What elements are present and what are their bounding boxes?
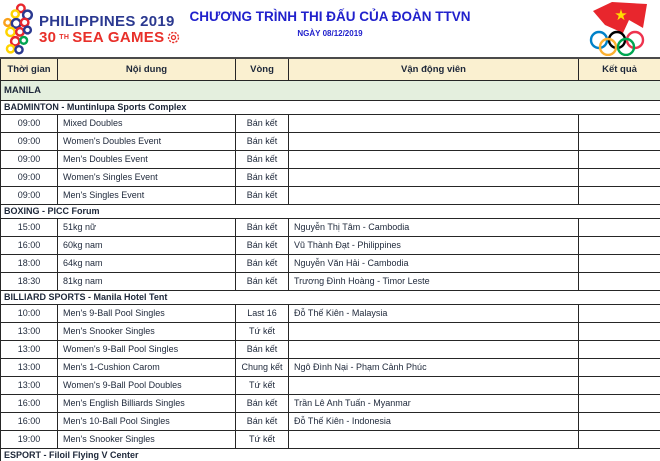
cell-round: Tứ kết: [236, 430, 289, 448]
cell-event: Men's English Billiards Singles: [58, 394, 236, 412]
cell-round: Bán kết: [236, 132, 289, 150]
cell-round: Chung kết: [236, 358, 289, 376]
cell-athletes: [289, 340, 579, 358]
table-row: [1, 218, 660, 236]
olympic-rings-icon: [591, 32, 643, 55]
cell-result: [579, 358, 660, 376]
cell-round: Bán kết: [236, 218, 289, 236]
table-row: [1, 394, 660, 412]
cell-result: [579, 132, 660, 150]
table-row: [1, 412, 660, 430]
cell-time: 18:30: [1, 272, 58, 290]
cell-result: [579, 304, 660, 322]
table-row: [1, 304, 660, 322]
table-header-row: [1, 58, 660, 80]
col-header-round: Vòng: [236, 58, 289, 80]
cell-time: 09:00: [1, 168, 58, 186]
cell-time: 10:00: [1, 304, 58, 322]
section-title: BOXING - PICC Forum: [1, 204, 660, 218]
table-row: [1, 114, 660, 132]
table-row: [1, 168, 660, 186]
section-title: BILLIARD SPORTS - Manila Hotel Tent: [1, 290, 660, 304]
section-header-row: [1, 100, 660, 114]
logo-line1: PHILIPPINES 2019: [39, 13, 175, 31]
section-header-row: [1, 290, 660, 304]
cell-round: Bán kết: [236, 114, 289, 132]
cell-time: 09:00: [1, 150, 58, 168]
cell-athletes: Vũ Thành Đạt - Philippines: [289, 236, 579, 254]
cell-event: Men's 10-Ball Pool Singles: [58, 412, 236, 430]
cell-round: Tứ kết: [236, 322, 289, 340]
table-row: [1, 186, 660, 204]
page-date: NGÀY 08/12/2019: [297, 29, 363, 38]
cell-athletes: Trần Lê Anh Tuấn - Myanmar: [289, 394, 579, 412]
cell-athletes: [289, 322, 579, 340]
section-title: ESPORT - Filoil Flying V Center: [1, 448, 660, 461]
col-header-event: Nội dung: [58, 58, 236, 80]
cell-time: 15:00: [1, 218, 58, 236]
cell-round: Bán kết: [236, 254, 289, 272]
cell-event: 60kg nam: [58, 236, 236, 254]
section-header-row: [1, 204, 660, 218]
cell-event: 81kg nam: [58, 272, 236, 290]
table-row: [1, 236, 660, 254]
cell-event: Women's Doubles Event: [58, 132, 236, 150]
table-row: [1, 376, 660, 394]
cell-athletes: Nguyễn Thị Tâm - Cambodia: [289, 218, 579, 236]
table-row: [1, 340, 660, 358]
cell-event: Men's Singles Event: [58, 186, 236, 204]
cell-event: Women's Singles Event: [58, 168, 236, 186]
cell-athletes: [289, 150, 579, 168]
title-block: [150, 9, 510, 38]
cell-round: Bán kết: [236, 236, 289, 254]
cell-time: 18:00: [1, 254, 58, 272]
sea-games-rings-icon: [3, 3, 35, 57]
cell-round: Bán kết: [236, 186, 289, 204]
cell-round: Bán kết: [236, 412, 289, 430]
logo-line2-sup: TH: [59, 34, 70, 42]
section-header-row: [1, 448, 660, 461]
cell-result: [579, 254, 660, 272]
cell-result: [579, 340, 660, 358]
col-header-athletes: Vận động viên: [289, 58, 579, 80]
cell-event: 64kg nam: [58, 254, 236, 272]
cell-athletes: [289, 132, 579, 150]
cell-athletes: Đỗ Thế Kiên - Malaysia: [289, 304, 579, 322]
col-header-time: Thời gian: [1, 58, 58, 80]
logo-line2-rest: SEA GAMES: [72, 29, 165, 46]
cell-athletes: [289, 376, 579, 394]
cell-result: [579, 236, 660, 254]
table-row: [1, 150, 660, 168]
cell-athletes: [289, 114, 579, 132]
cell-result: [579, 272, 660, 290]
cell-time: 09:00: [1, 132, 58, 150]
cell-round: Last 16: [236, 304, 289, 322]
cell-event: Men's 1-Cushion Carom: [58, 358, 236, 376]
cell-event: Women's 9-Ball Pool Singles: [58, 340, 236, 358]
table-row: [1, 430, 660, 448]
cell-result: [579, 186, 660, 204]
cell-time: 09:00: [1, 186, 58, 204]
cell-event: Men's Snooker Singles: [58, 430, 236, 448]
cell-result: [579, 430, 660, 448]
cell-athletes: Đỗ Thế Kiên - Indonesia: [289, 412, 579, 430]
cell-event: Men's Doubles Event: [58, 150, 236, 168]
cell-result: [579, 376, 660, 394]
cell-athletes: [289, 186, 579, 204]
cell-event: Mixed Doubles: [58, 114, 236, 132]
cell-time: 13:00: [1, 322, 58, 340]
cell-event: Men's 9-Ball Pool Singles: [58, 304, 236, 322]
city-row: [1, 80, 660, 100]
cell-result: [579, 218, 660, 236]
cell-result: [579, 394, 660, 412]
cell-event: Women's 9-Ball Pool Doubles: [58, 376, 236, 394]
table-row: [1, 358, 660, 376]
table-row: [1, 272, 660, 290]
cell-athletes: Nguyễn Văn Hải - Cambodia: [289, 254, 579, 272]
col-header-result: Kết quả: [579, 58, 660, 80]
table-row: [1, 254, 660, 272]
page-title: CHƯƠNG TRÌNH THI ĐẤU CỦA ĐOÀN TTVN: [189, 9, 471, 24]
cell-time: 19:00: [1, 430, 58, 448]
cell-round: Bán kết: [236, 394, 289, 412]
cell-round: Bán kết: [236, 272, 289, 290]
cell-event: 51kg nữ: [58, 218, 236, 236]
cell-time: 16:00: [1, 394, 58, 412]
cell-time: 13:00: [1, 358, 58, 376]
cell-result: [579, 168, 660, 186]
cell-athletes: [289, 168, 579, 186]
cell-result: [579, 412, 660, 430]
cell-result: [579, 150, 660, 168]
cell-athletes: Trương Đình Hoàng - Timor Leste: [289, 272, 579, 290]
cell-time: 13:00: [1, 376, 58, 394]
flag-star-icon: ★: [614, 6, 628, 24]
cell-round: Bán kết: [236, 168, 289, 186]
cell-time: 16:00: [1, 236, 58, 254]
table-row: [1, 322, 660, 340]
logo-line2-number: 30: [39, 29, 57, 46]
cell-result: [579, 114, 660, 132]
schedule-table: [0, 57, 660, 461]
cell-event: Men's Snooker Singles: [58, 322, 236, 340]
cell-round: Tứ kết: [236, 376, 289, 394]
section-title: BADMINTON - Muntinlupa Sports Complex: [1, 100, 660, 114]
cell-time: 16:00: [1, 412, 58, 430]
city-label: MANILA: [1, 80, 660, 100]
cell-time: 13:00: [1, 340, 58, 358]
cell-result: [579, 322, 660, 340]
cell-round: Bán kết: [236, 340, 289, 358]
page-header: [0, 0, 660, 57]
cell-time: 09:00: [1, 114, 58, 132]
cell-athletes: Ngô Đình Nại - Phạm Cảnh Phúc: [289, 358, 579, 376]
vietnam-olympic-logo: [584, 1, 654, 61]
cell-athletes: [289, 430, 579, 448]
table-row: [1, 132, 660, 150]
cell-round: Bán kết: [236, 150, 289, 168]
vietnam-flag-olympic-rings-icon: [584, 1, 654, 56]
